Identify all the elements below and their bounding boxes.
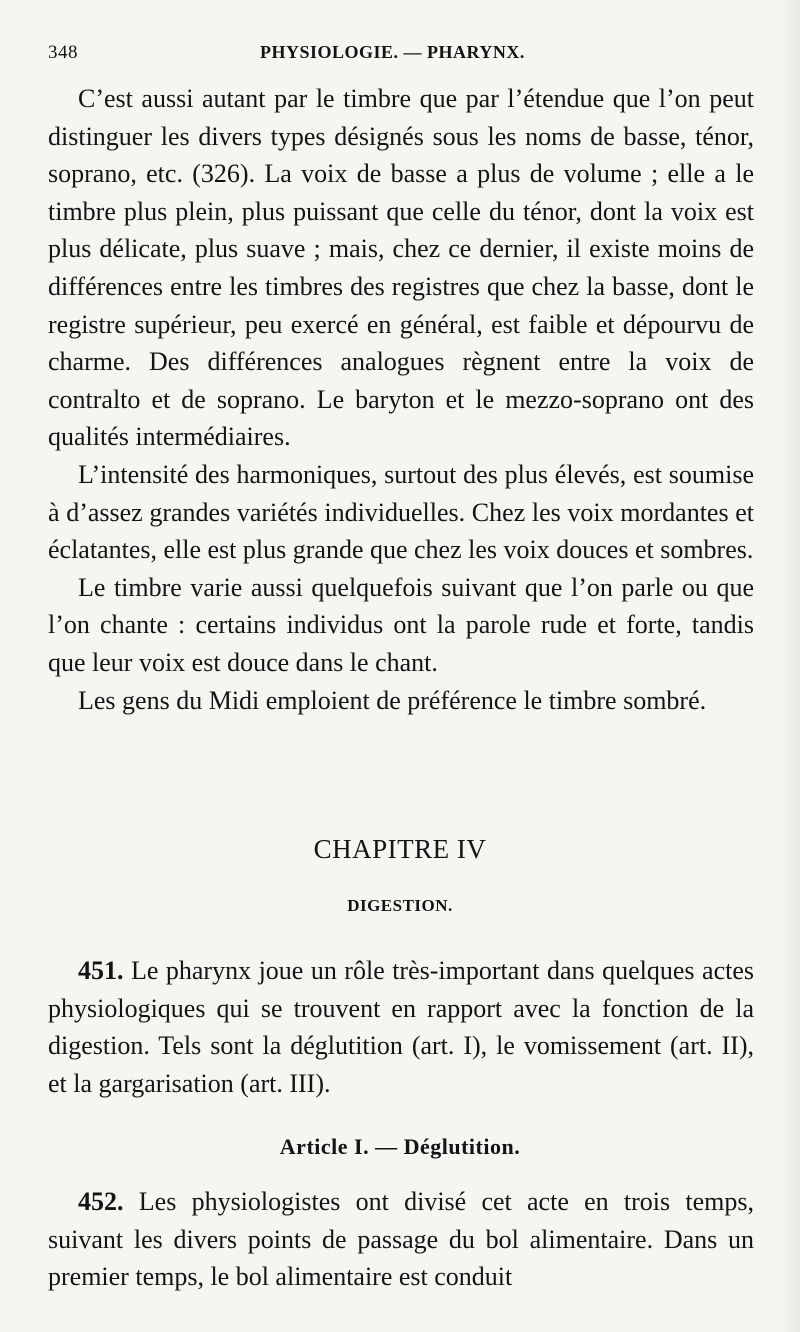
paragraph-number-452: 452. bbox=[78, 1187, 124, 1216]
paragraph-451-text: Le pharynx joue un rôle très-important dans quelques actes physiologiques qui se trouvent en rapport avec la fonction de la digestion. Tels sont la déglutition (art. I), le vomissement (art. II), et la gargarisation (art. III). bbox=[48, 956, 754, 1098]
page-edge-shadow bbox=[782, 0, 800, 1332]
paragraph-timbre-types: C’est aussi autant par le timbre que par l’étendue que l’on peut distinguer les divers types désignés sous les noms de basse, ténor, soprano, etc. (326). La voix de basse a plus de volume ; elle a le timbre plus plein, plus puissant que celle du ténor, dont la voix est plus délicate, plus suave ; mais, chez ce dernier, il existe moins de différences entre les timbres des registres que chez la basse, dont le registre supérieur, peu exercé en général, est faible et dépourvu de charme. Des différences analogues règnent entre la voix de contralto et de soprano. Le baryton et le mezzo-soprano ont des qualités intermédiaires. bbox=[48, 84, 754, 452]
running-title: PHYSIOLOGIE. — PHARYNX. bbox=[260, 42, 525, 62]
chapter-title: CHAPITRE IV bbox=[313, 834, 487, 864]
section-timbre bbox=[48, 80, 754, 719]
paragraph-452 bbox=[48, 1183, 754, 1296]
paragraph-midi: Les gens du Midi emploient de préférence le timbre sombré. bbox=[78, 685, 707, 715]
paragraph-harmonics: L’intensité des harmoniques, surtout des plus élevés, est soumise à d’assez grandes variétés individuelles. Chez les voix mordantes et éclatantes, elle est plus grande que chez les voix douces et sombres. bbox=[48, 459, 754, 565]
running-head bbox=[48, 38, 748, 74]
paragraph-speech-vs-song: Le timbre varie aussi quelquefois suivant que l’on parle ou que l’on chante : certains individus ont la parole rude et forte, tandis que leur voix est douce dans le chant. bbox=[48, 572, 754, 677]
paragraph-451 bbox=[48, 952, 754, 1102]
paragraph-452-text: Les physiologistes ont divisé cet acte en trois temps, suivant les divers points de passage du bol alimentaire. Dans un premier temps, le bol alimentaire est conduit bbox=[48, 1187, 754, 1292]
article-title: Article I. — Déglutition. bbox=[279, 1134, 521, 1159]
page-number: 348 bbox=[48, 42, 78, 63]
paragraph-number-451: 451. bbox=[78, 956, 124, 985]
chapter-subtitle: DIGESTION. bbox=[347, 896, 453, 915]
section-digestion bbox=[48, 952, 754, 1102]
section-deglutition bbox=[48, 1183, 754, 1296]
